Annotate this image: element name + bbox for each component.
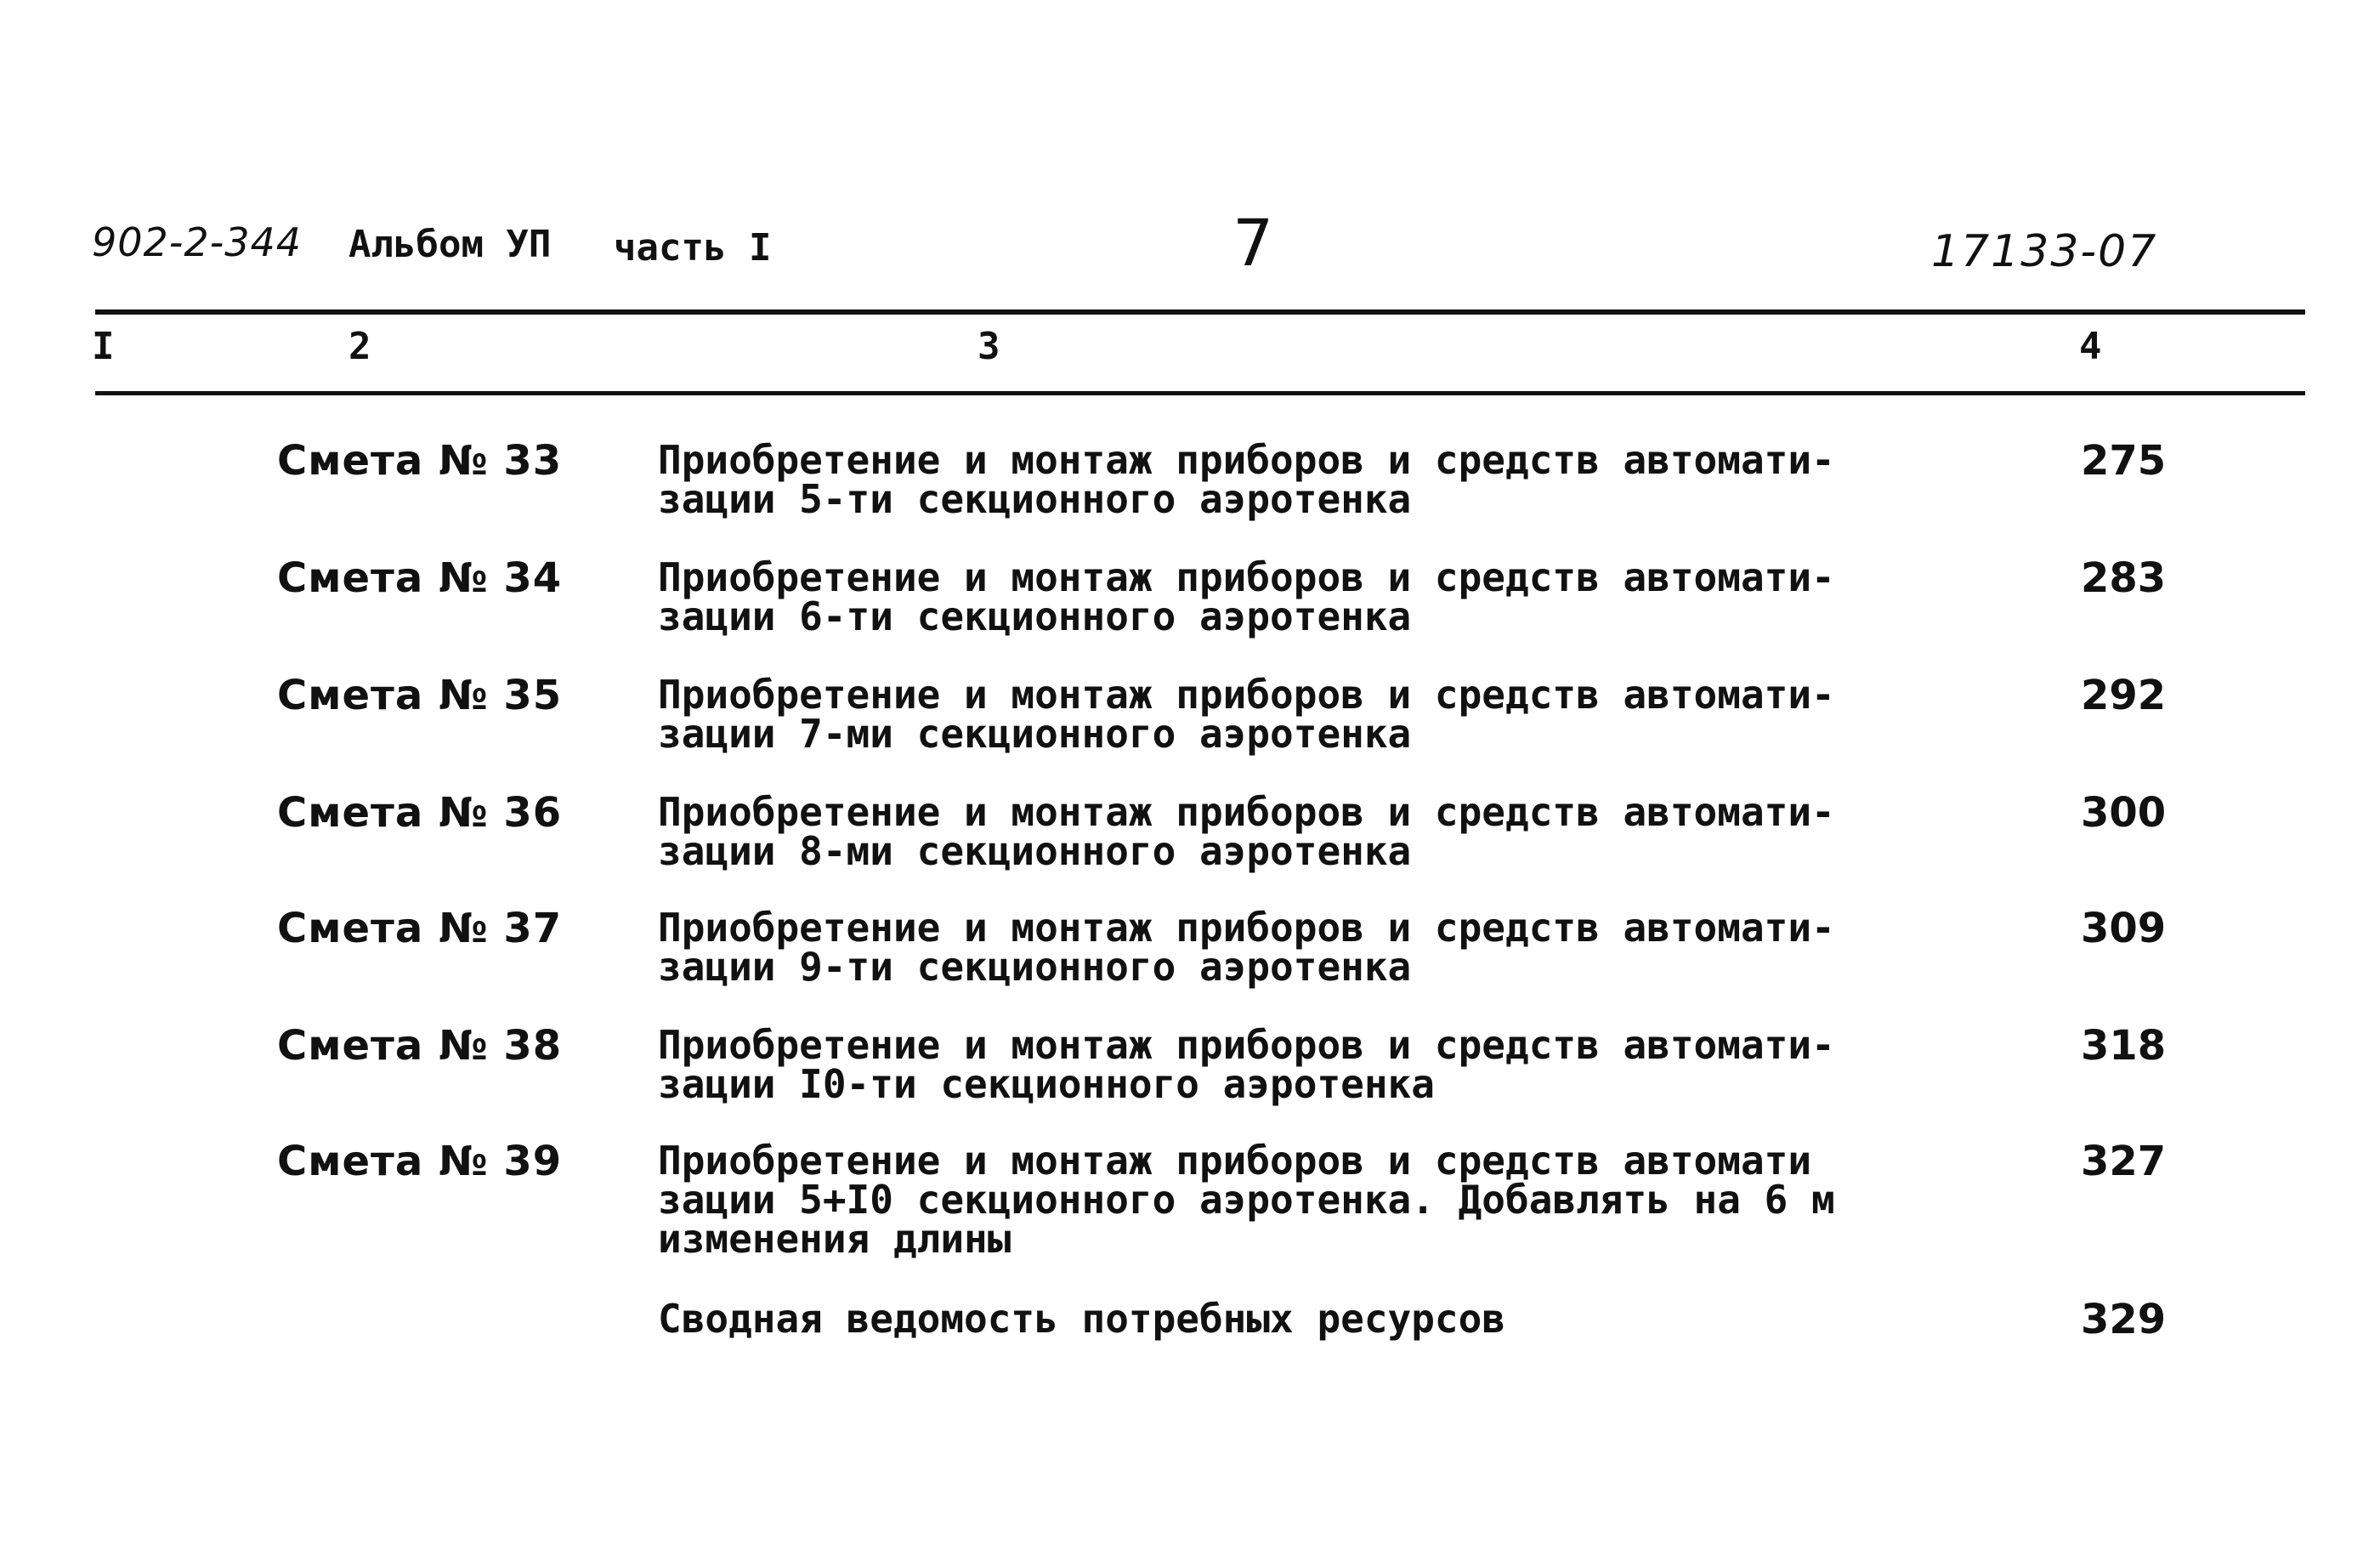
table-top-rule — [95, 309, 2305, 315]
row-description: Приобретение и монтаж приборов и средств автомати- зации I0-ти секционного аэротенка — [658, 1022, 1835, 1107]
row-page: 300 — [2081, 789, 2167, 837]
estimate-label: Смета № 39 — [277, 1138, 563, 1185]
row-description: Приобретение и монтаж приборов и средств автомати- зации 7-ми секционного аэротенка — [658, 672, 1835, 757]
estimate-label: Смета № 34 — [277, 554, 563, 602]
column-header-2: 2 — [348, 325, 371, 368]
estimate-label: Смета № 37 — [277, 905, 563, 952]
album-label: Альбом УП — [348, 223, 552, 266]
column-header-1: I — [92, 325, 115, 368]
estimate-label: Смета № 35 — [277, 672, 563, 719]
row-page: 327 — [2081, 1138, 2167, 1185]
row-page: 309 — [2081, 905, 2167, 952]
row-description: Приобретение и монтаж приборов и средств автомати- зации 9-ти секционного аэротенка — [658, 905, 1835, 990]
row-page: 318 — [2081, 1022, 2167, 1070]
table-header-rule — [95, 391, 2305, 395]
estimate-label: Смета № 33 — [277, 437, 563, 485]
row-description: Приобретение и монтаж приборов и средств автомати- зации 5-ти секционного аэротенка — [658, 437, 1835, 522]
estimate-label: Смета № 36 — [277, 789, 563, 837]
row-description: Приобретение и монтаж приборов и средств автомати зации 5+I0 секционного аэротенка. Добавлять на 6 м изменения длины — [658, 1138, 1835, 1262]
estimate-label: Смета № 38 — [277, 1022, 563, 1070]
row-page: 275 — [2081, 437, 2167, 485]
part-label: часть I — [614, 226, 772, 270]
row-description: Сводная ведомость потребных ресурсов — [658, 1296, 1505, 1342]
project-code: 902-2-344 — [92, 219, 303, 265]
row-description: Приобретение и монтаж приборов и средств автомати- зации 8-ми секционного аэротенка — [658, 789, 1835, 874]
column-header-4: 4 — [2079, 325, 2102, 368]
row-page: 329 — [2081, 1296, 2167, 1343]
row-description: Приобретение и монтаж приборов и средств автомати- зации 6-ти секционного аэротенка — [658, 554, 1835, 639]
column-header-3: 3 — [978, 325, 1000, 368]
page-number: 7 — [1232, 205, 1274, 281]
row-page: 283 — [2081, 554, 2167, 602]
document-number: 17133-07 — [1931, 226, 2158, 277]
row-page: 292 — [2081, 672, 2167, 719]
